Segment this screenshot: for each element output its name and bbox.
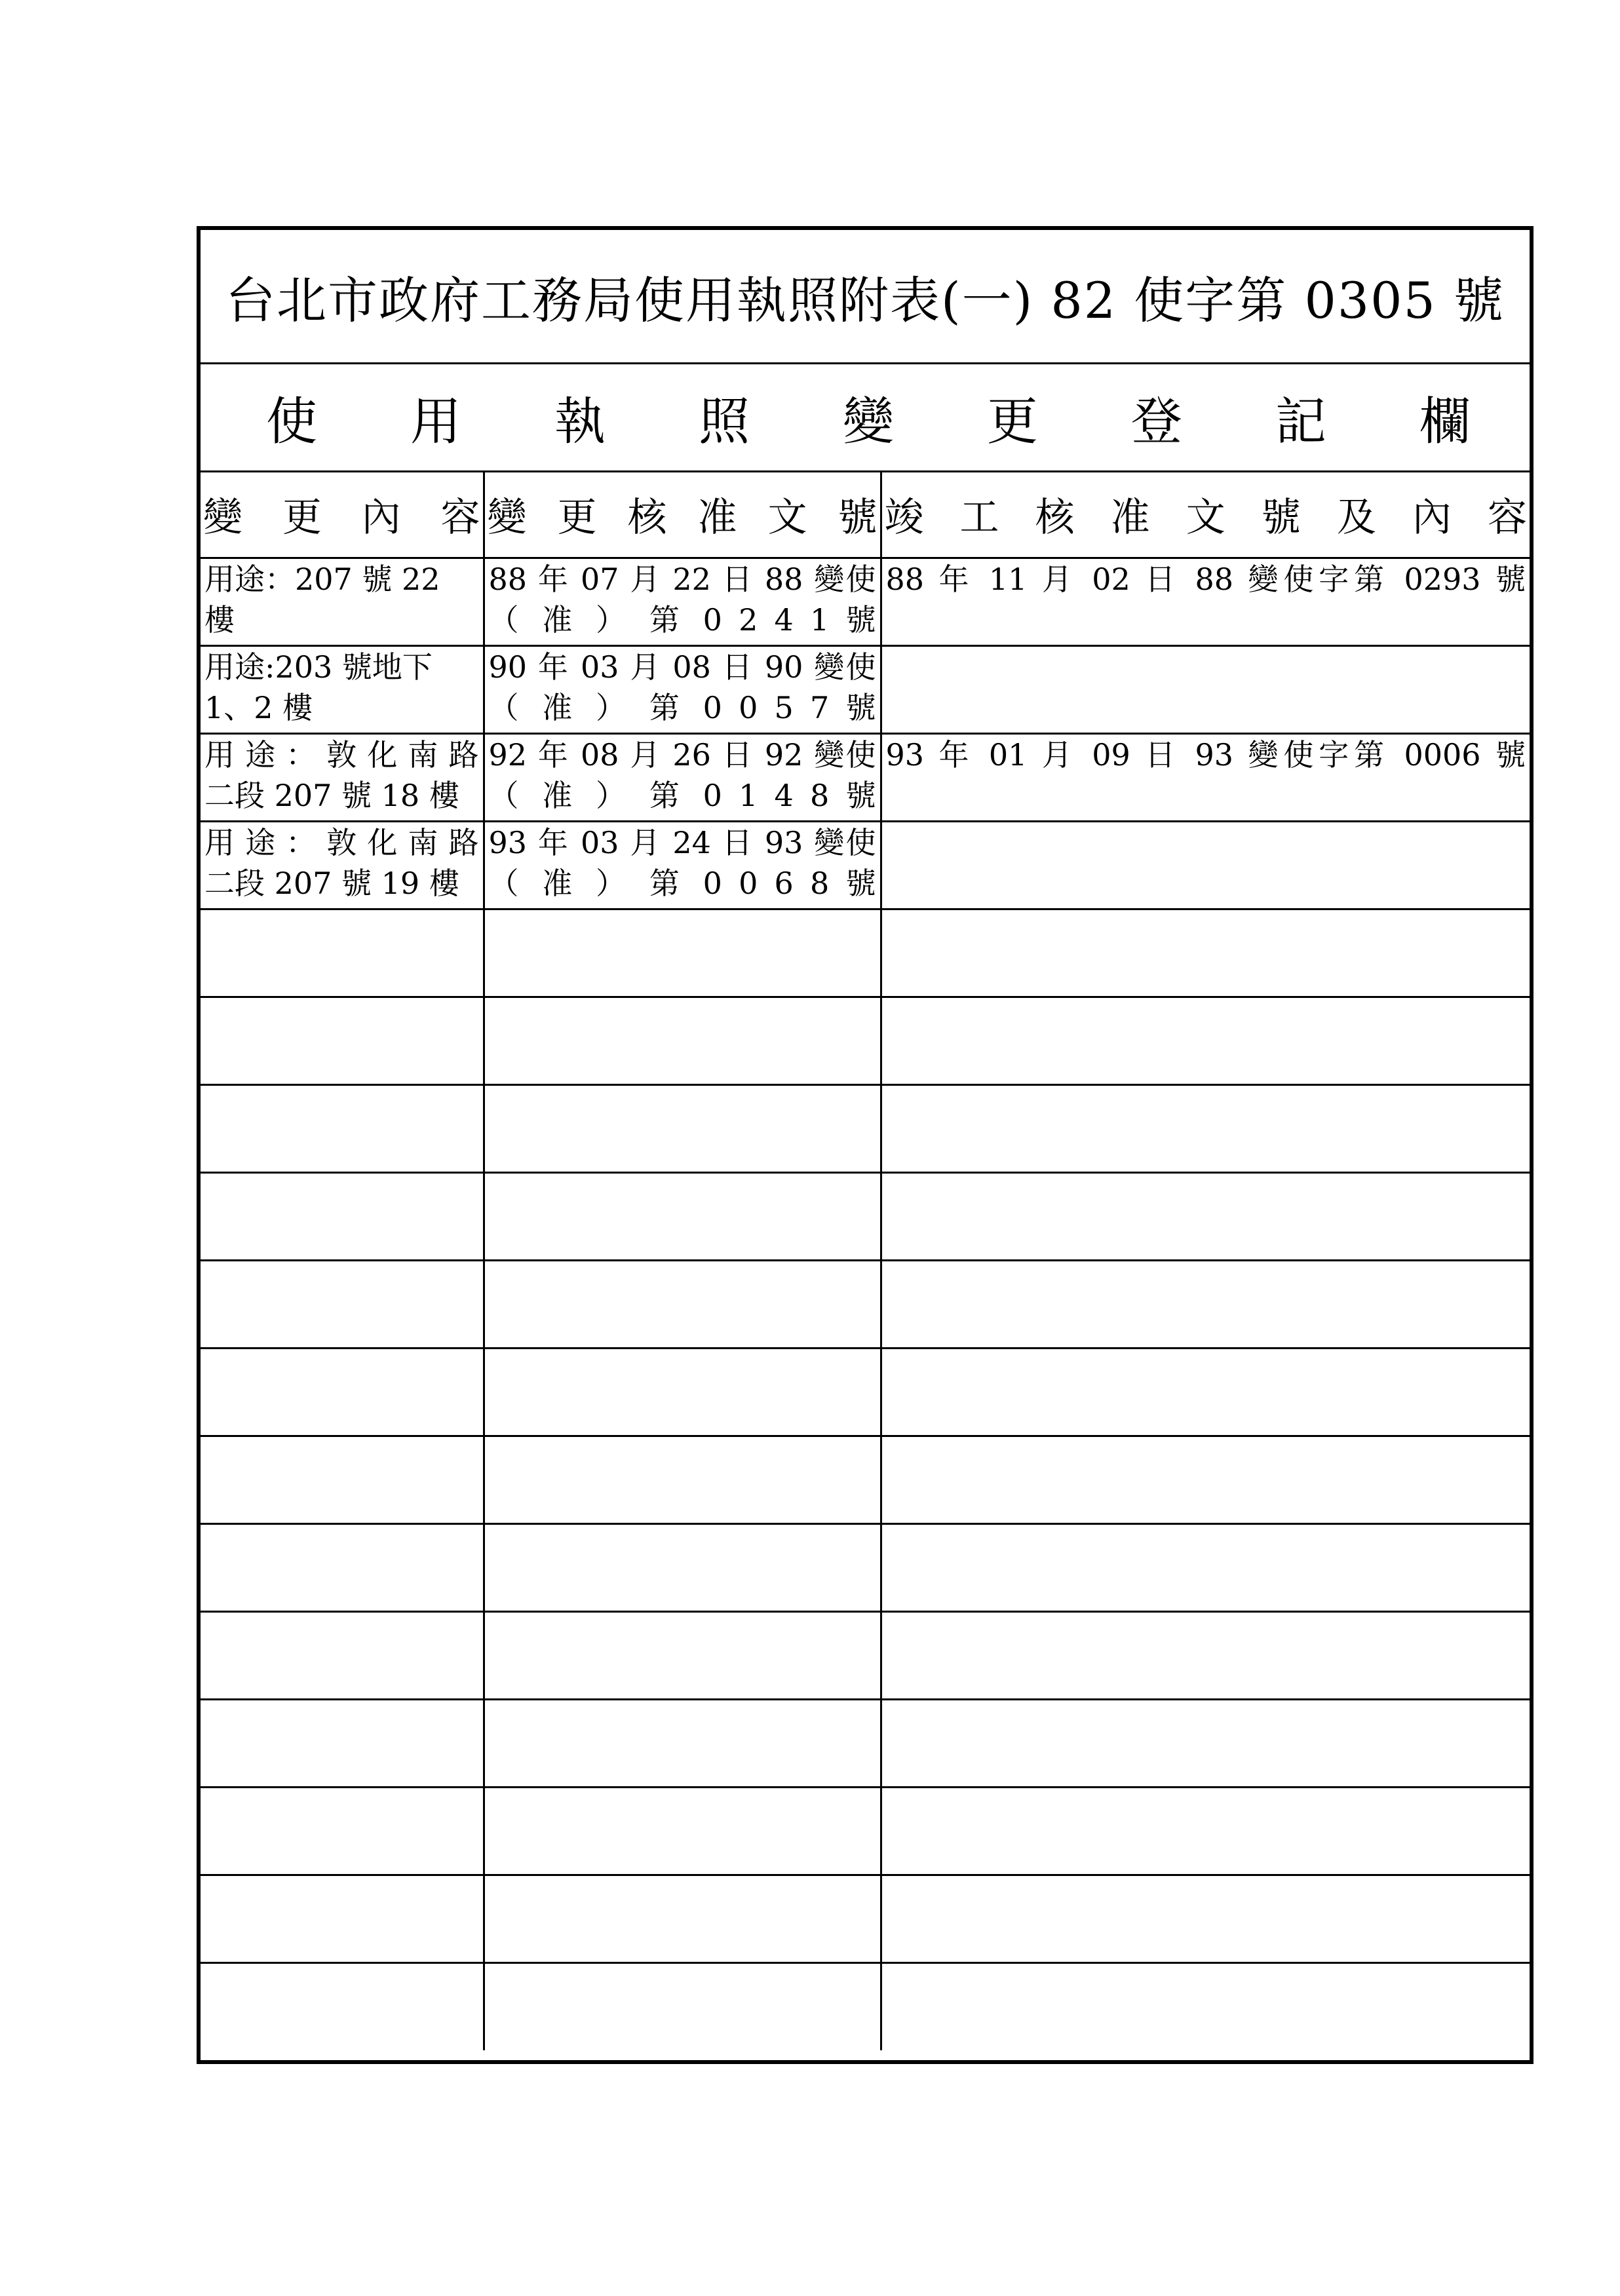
empty-table-row: [201, 1348, 1530, 1436]
cell-line: 88 年 07 月 22 日 88 變使: [488, 561, 876, 597]
cell-change-content: [201, 645, 484, 733]
cell-line: （ 准 ） 第 0 0 5 7 號: [488, 689, 876, 725]
cell-line: 92 年 08 月 26 日 92 變使: [488, 737, 876, 773]
cell-approval-no: [484, 558, 881, 645]
cell-completion: [881, 733, 1530, 821]
registration-form-frame: [197, 226, 1533, 2064]
subtitle-char: 使: [266, 392, 318, 451]
cell-line: 用途：敦化南路: [204, 824, 479, 860]
subtitle-char: 用: [410, 392, 461, 451]
table-row: [201, 733, 1530, 821]
subtitle-char: 更: [986, 392, 1038, 451]
empty-table-row: [201, 1260, 1530, 1348]
title-band: [201, 230, 1530, 364]
cell-line: 用途：207 號 22: [204, 561, 440, 597]
empty-table-row: [201, 1436, 1530, 1523]
header-change-approval-no: 變 更 核 准 文 號: [484, 472, 881, 558]
table-row: [201, 821, 1530, 909]
empty-table-row: [201, 1611, 1530, 1699]
cell-approval-no: [484, 821, 881, 909]
empty-table-row: [201, 1875, 1530, 1962]
empty-table-row: [201, 909, 1530, 997]
header-completion-approval: 竣 工 核 准 文 號 及 內 容: [881, 472, 1530, 558]
empty-table-row: [201, 1962, 1530, 2050]
cell-line: 93 年 01 月 09 日 93 變使字第 0006 號: [885, 737, 1526, 773]
cell-completion: [881, 821, 1530, 909]
cell-line: （ 准 ） 第 0 1 4 8 號: [488, 777, 876, 813]
cell-completion: [881, 645, 1530, 733]
cell-line: 93 年 03 月 24 日 93 變使: [488, 824, 876, 860]
header-change-content: 變 更 內 容: [201, 472, 484, 558]
cell-approval-no: [484, 645, 881, 733]
empty-table-row: [201, 1699, 1530, 1787]
cell-line: 1、2 樓: [204, 689, 313, 725]
cell-completion: [881, 558, 1530, 645]
empty-table-row: [201, 997, 1530, 1084]
cell-line: （ 准 ） 第 0 2 4 1 號: [488, 602, 876, 638]
empty-table-row: [201, 1172, 1530, 1260]
cell-line: 用途：敦化南路: [204, 737, 479, 773]
document-title: 台北市政府工務局使用執照附表(一) 82 使字第 0305 號: [225, 271, 1505, 330]
subtitle-char: 記: [1275, 392, 1326, 451]
subtitle-char: 欄: [1419, 392, 1471, 451]
table-row: [201, 645, 1530, 733]
cell-change-content: [201, 821, 484, 909]
empty-table-row: [201, 1084, 1530, 1172]
cell-line: 二段 207 號 19 樓: [204, 865, 459, 901]
subtitle-char: 執: [554, 392, 606, 451]
cell-line: 90 年 03 月 08 日 90 變使: [488, 649, 876, 685]
empty-table-row: [201, 1523, 1530, 1611]
empty-table-row: [201, 1787, 1530, 1875]
cell-line: 用途:203 號地下: [204, 649, 433, 685]
cell-line: （ 准 ） 第 0 0 6 8 號: [488, 865, 876, 901]
cell-change-content: [201, 558, 484, 645]
cell-line: 88 年 11 月 02 日 88 變使字第 0293 號: [885, 561, 1526, 597]
change-registration-table: [201, 472, 1530, 2050]
cell-approval-no: [484, 733, 881, 821]
subtitle-char: 變: [842, 392, 894, 451]
cell-line: 樓: [204, 602, 235, 638]
cell-change-content: [201, 733, 484, 821]
subtitle-band: [201, 364, 1530, 472]
table-header-row: [201, 472, 1530, 558]
subtitle-char: 照: [698, 392, 750, 451]
cell-line: 二段 207 號 18 樓: [204, 777, 459, 813]
table-row: [201, 558, 1530, 645]
subtitle-char: 登: [1130, 392, 1182, 451]
